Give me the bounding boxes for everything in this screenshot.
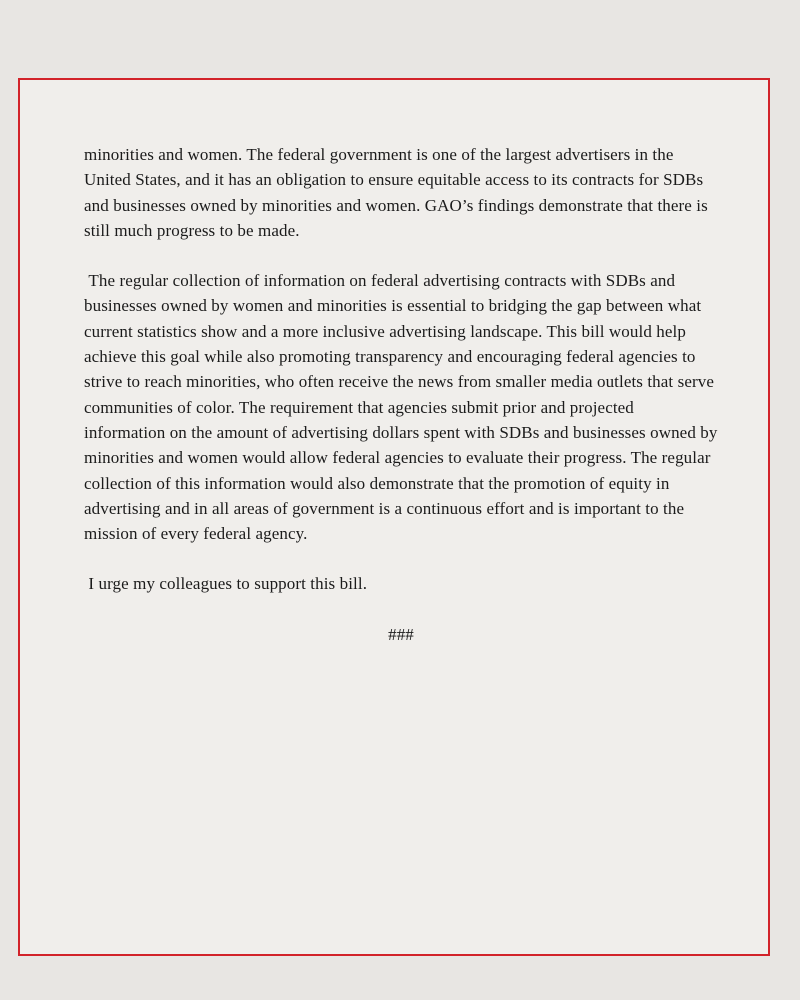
document-content xyxy=(20,80,768,647)
paragraph-continuation: minorities and women. The federal government is one of the largest advertisers in the United States, and it has an obligation to ensure equitable access to its contracts for SDBs and businesses owned by minorities and women. GAO’s findings demonstrate that there is still much progress to be made. xyxy=(84,145,713,240)
end-of-release-mark: ### xyxy=(388,624,414,644)
document-page xyxy=(18,78,770,956)
paragraph-urge-support: I urge my colleagues to support this bill. xyxy=(84,574,368,594)
paragraph-regular-collection: The regular collection of information on federal advertising contracts with SDBs and businesses owned by women and minorities is essential to bridging the gap between what current statistics show and a more inclusive advertising landscape. This bill would help achieve this goal while also promoting transparency and encouraging federal agencies to strive to reach minorities, who often receive the news from smaller media outlets that serve communities of color. The requirement that agencies submit prior and projected information on the amount of advertising dollars spent with SDBs and businesses owned by minorities and women would allow federal agencies to evaluate their progress. The regular collection of this information would also demonstrate that the promotion of equity in advertising and in all areas of government is a continuous effort and is important to the mission of every federal agency. xyxy=(84,271,722,544)
